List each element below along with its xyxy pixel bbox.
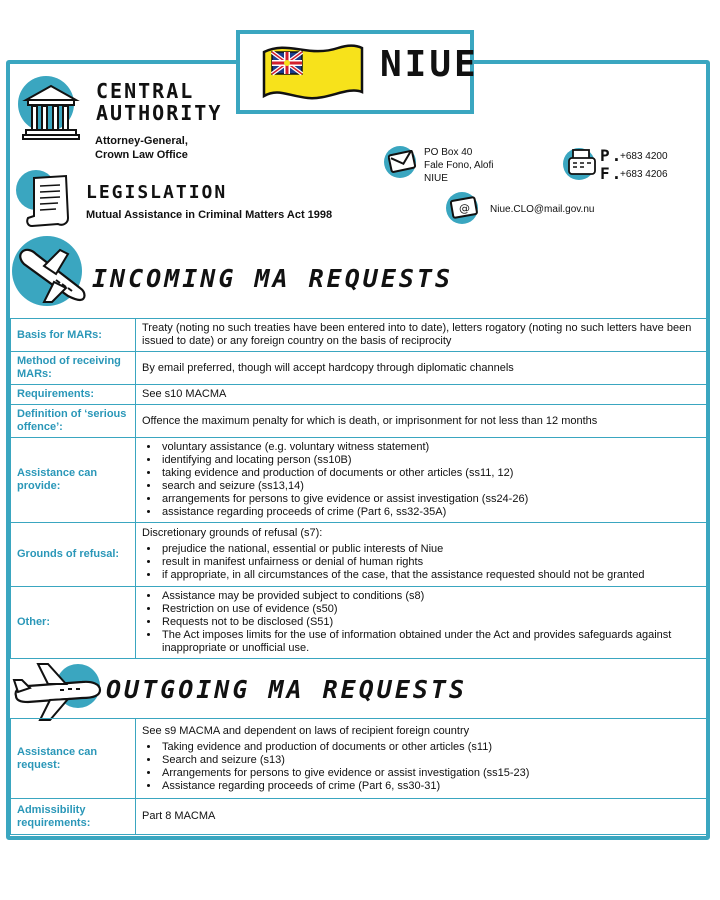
row-value: By email preferred, though will accept hardcopy through diplomatic channels [136, 352, 708, 385]
row-value: Offence the maximum penalty for which is death, or imprisonment for not less than 12 months [136, 405, 708, 438]
address-line1: PO Box 40 [424, 147, 473, 158]
list-item: • Restriction on use of evidence (s50) [160, 603, 701, 616]
row-value [136, 523, 708, 587]
central-authority-heading-line2: AUTHORITY [96, 101, 223, 125]
table-row [11, 799, 708, 835]
fax-phone-icon [565, 144, 601, 180]
list-item: • Requests not to be disclosed (S51) [160, 616, 701, 629]
bullet-list [142, 590, 701, 655]
list-item: • search and seizure (ss13,14) [160, 480, 701, 493]
table-row [11, 352, 708, 385]
country-banner [236, 30, 479, 114]
list-item: • Assistance regarding proceeds of crime (Part 6, ss30-31) [160, 780, 701, 793]
address-line2: Fale Fono, Alofi [424, 160, 494, 171]
central-authority-details [95, 134, 188, 162]
row-value: See s10 MACMA [136, 385, 708, 405]
table-row [11, 523, 708, 587]
list-item: • if appropriate, in all circumstances of the case, that the assistance requested should not be granted [160, 569, 701, 582]
niue-flag-icon [258, 40, 370, 106]
outgoing-title: OUTGOING MA REQUESTS [106, 675, 468, 704]
legislation-text: Mutual Assistance in Criminal Matters Act 1998 [86, 209, 333, 221]
airplane-icon [14, 244, 92, 306]
list-item: • arrangements for persons to give evidence or assist investigation (ss24-26) [160, 493, 701, 506]
country-name: NIUE [380, 44, 479, 85]
row-value: Part 8 MACMA [136, 799, 708, 835]
list-item: • prejudice the national, essential or public interests of Niue [160, 543, 701, 556]
list-item: • result in manifest unfairness or denial of human rights [160, 556, 701, 569]
central-authority-heading-line1: CENTRAL [96, 79, 195, 103]
incoming-title: INCOMING MA REQUESTS [92, 264, 454, 293]
table-row [11, 719, 708, 799]
svg-text:@: @ [459, 202, 470, 215]
outgoing-table [10, 718, 708, 835]
incoming-table [10, 318, 708, 659]
central-authority-heading [96, 80, 222, 124]
row-label: Assistance can request: [11, 719, 136, 799]
table-row [11, 319, 708, 352]
list-item: • Search and seizure (s13) [160, 754, 701, 767]
table-row [11, 438, 708, 523]
list-item: • Taking evidence and production of documents or other articles (s11) [160, 741, 701, 754]
row-label: Admissibility requirements: [11, 799, 136, 835]
row-label: Basis for MARs: [11, 319, 136, 352]
address-line3: NIUE [424, 173, 448, 184]
row-intro: See s9 MACMA and dependent on laws of recipient foreign country [142, 724, 470, 737]
central-authority-line2: Crown Law Office [95, 149, 188, 161]
central-authority-line1: Attorney-General, [95, 135, 188, 147]
bullet-list [142, 441, 701, 519]
row-intro: Discretionary grounds of refusal (s7): [142, 527, 323, 539]
phone-label: P. [600, 146, 624, 165]
fax-label: F. [600, 164, 624, 183]
row-value [136, 438, 708, 523]
list-item: • Arrangements for persons to give evidence or assist investigation (ss15-23) [160, 767, 701, 780]
row-label: Grounds of refusal: [11, 523, 136, 587]
legislation-heading: LEGISLATION [86, 182, 228, 203]
row-value [136, 719, 708, 799]
email-icon [450, 196, 480, 220]
row-value [136, 587, 708, 659]
row-label: Definition of ‘serious offence’: [11, 405, 136, 438]
email-address: Niue.CLO@mail.gov.nu [490, 204, 595, 215]
phone-number: +683 4200 [620, 151, 668, 162]
table-row [11, 587, 708, 659]
bullet-list [142, 741, 701, 793]
list-item: • The Act imposes limits for the use of information obtained under the Act and provides safeguards against inappropriate or unofficial use. [160, 629, 701, 655]
list-item: • taking evidence and production of documents or other articles (ss11, 12) [160, 467, 701, 480]
table-row [11, 405, 708, 438]
row-label: Assistance can provide: [11, 438, 136, 523]
list-item: • identifying and locating person (ss10B) [160, 454, 701, 467]
row-label: Requirements: [11, 385, 136, 405]
bullet-list [142, 543, 701, 582]
postal-address [424, 146, 493, 185]
list-item: • voluntary assistance (e.g. voluntary witness statement) [160, 441, 701, 454]
row-label: Method of receiving MARs: [11, 352, 136, 385]
courthouse-icon [20, 82, 82, 142]
row-value: Treaty (noting no such treaties have been entered into to date), letters rogatory (noting no such letters have been issued to date) or any foreign country on the basis of reciprocity [136, 319, 708, 352]
table-row [11, 385, 708, 405]
envelope-icon [388, 150, 418, 174]
scroll-icon [22, 172, 78, 230]
list-item: • Assistance may be provided subject to conditions (s8) [160, 590, 701, 603]
fax-number: +683 4206 [620, 169, 668, 180]
airplane-icon [10, 662, 106, 722]
list-item: • assistance regarding proceeds of crime (Part 6, ss32-35A) [160, 506, 701, 519]
row-label: Other: [11, 587, 136, 659]
